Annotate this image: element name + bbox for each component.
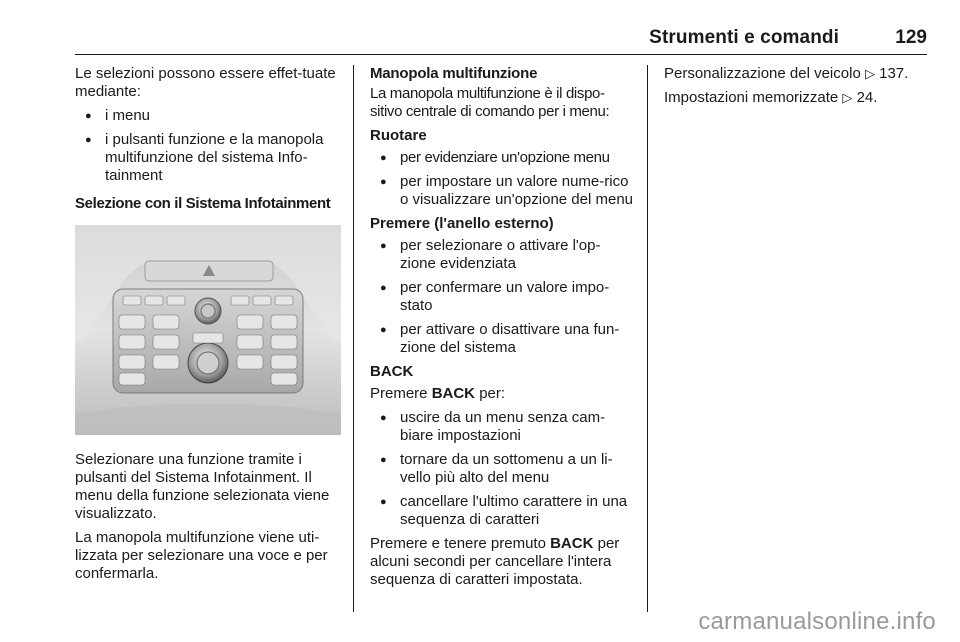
subheading-back: BACK (370, 363, 414, 380)
back-list (370, 409, 634, 529)
page-reference-arrow-icon: ▷ (864, 66, 875, 81)
list-item: ● per confermare un valore impo-stato (370, 279, 634, 315)
paragraph-function-selection: Selezionare una funzione tramite i pulsanti del Sistema Infotainment. Il menu della funzione selezionata viene visualizzato. (75, 451, 330, 522)
selection-methods-list (75, 107, 341, 185)
back-hold-suffix: per alcuni secondi per cancellare l'intera sequenza di caratteri impostata. (370, 535, 620, 588)
page-header (75, 26, 927, 55)
reference-page: 24. (856, 89, 878, 106)
list-item: ● uscire da un menu senza cam-biare impostazioni (370, 409, 634, 445)
infotainment-panel-image (75, 225, 341, 435)
section-heading-infotainment: Selezione con il Sistema Infotainment (75, 195, 331, 212)
cross-reference-stored-settings (664, 89, 934, 107)
column-divider-right (647, 65, 648, 612)
list-item: ● per attivare o disattivare una fun-zione del sistema (370, 321, 634, 357)
column-1 (75, 65, 341, 589)
paragraph-multifunction-knob: La manopola multifunzione viene uti-lizzata per selezionare una voce e per confermarla. (75, 529, 328, 582)
section-heading-knob: Manopola multifunzione (370, 65, 538, 82)
reference-text: Personalizzazione del veicolo (664, 65, 865, 82)
column-3 (664, 65, 934, 113)
premere-list (370, 237, 634, 357)
column-divider-left (353, 65, 354, 612)
reference-text: Impostazioni memorizzate (664, 89, 843, 106)
page-reference-arrow-icon: ▷ (842, 90, 853, 105)
list-item: ● i pulsanti funzione e la manopola multifunzione del sistema Info-tainment (75, 131, 341, 185)
list-item: ● per selezionare o attivare l'op-zione evidenziata (370, 237, 634, 273)
back-intro-suffix: per: (475, 385, 506, 402)
list-item: ● tornare da un sottomenu a un li-vello più alto del menu (370, 451, 634, 487)
back-intro-prefix: Premere (370, 385, 432, 402)
page-number: 129 (895, 27, 927, 48)
watermark-text: carmanualsonline.info (698, 608, 936, 635)
list-item: ● cancellare l'ultimo carattere in una sequenza di caratteri (370, 493, 634, 529)
back-hold-prefix: Premere e tenere premuto (370, 535, 551, 552)
cross-reference-vehicle-personalization (664, 65, 934, 83)
back-key-label: BACK (550, 535, 594, 552)
back-intro-text (370, 385, 634, 403)
back-key-label: BACK (431, 385, 476, 402)
subheading-ruotare: Ruotare (370, 127, 427, 144)
ruotare-list (370, 149, 634, 209)
reference-page: 137. (879, 65, 909, 82)
knob-intro-text: La manopola multifunzione è il dispo-sitivo centrale di comando per i menu: (370, 85, 610, 120)
back-hold-text (370, 535, 634, 589)
subheading-premere: Premere (l'anello esterno) (370, 215, 554, 232)
list-item: ● per evidenziare un'opzione menu (370, 149, 634, 167)
list-item: ● i menu (75, 107, 341, 125)
column-2 (370, 65, 634, 595)
intro-text: Le selezioni possono essere effet-tuate mediante: (75, 65, 336, 100)
page-title: Strumenti e comandi (649, 27, 839, 48)
list-item: ● per impostare un valore nume-rico o visualizzare un'opzione del menu (370, 173, 634, 209)
